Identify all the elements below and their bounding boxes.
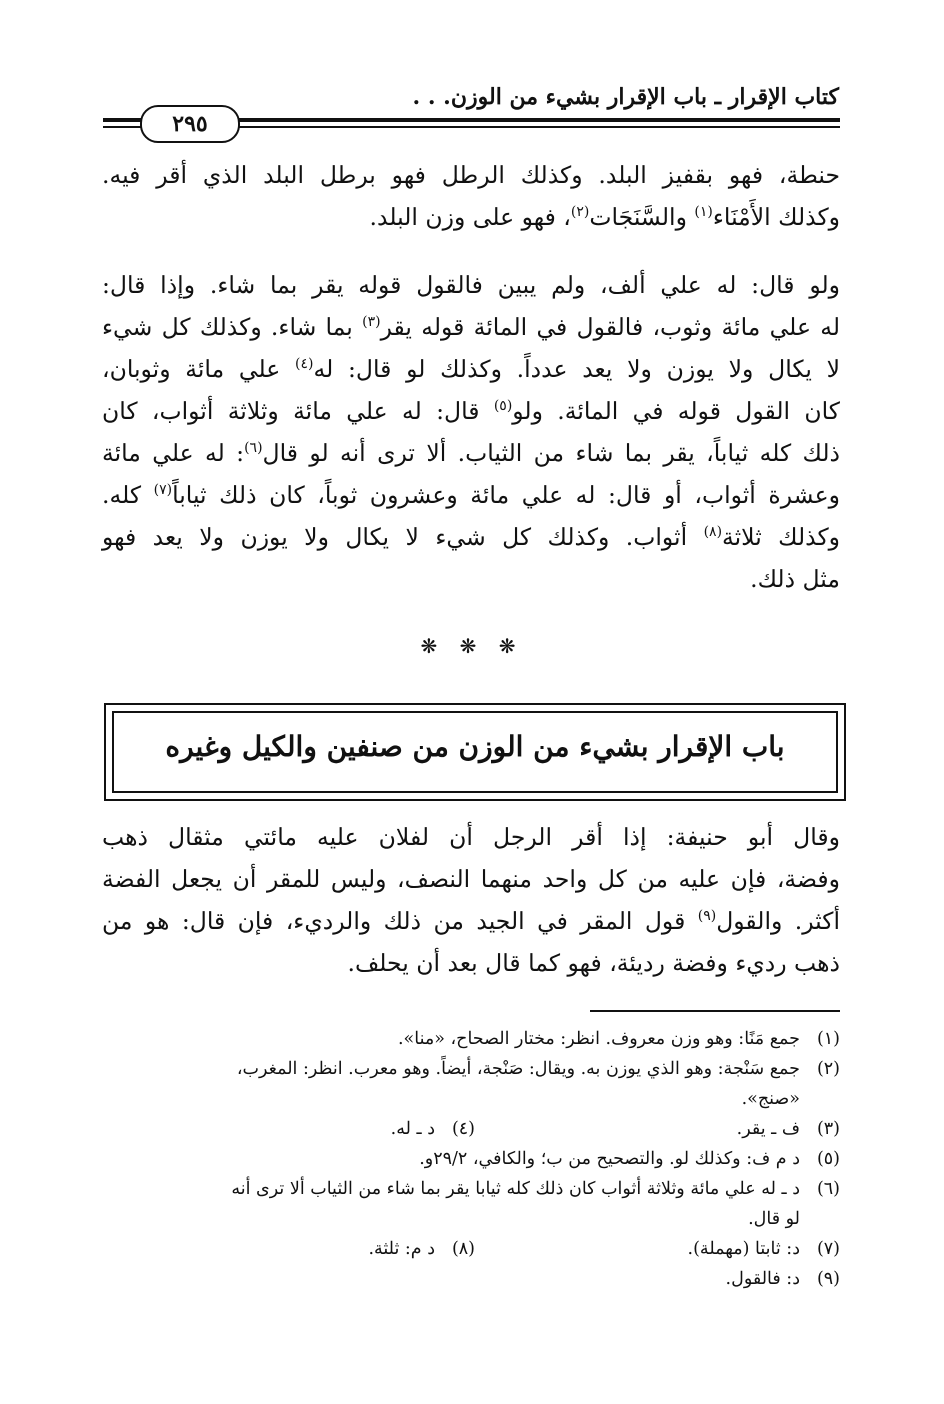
footnote-number: (٣) [816, 1119, 840, 1139]
text-line: ذلك كله ثياباً، يقر بما شاء من الثياب. ألا ترى أنه لو قال$^{(٦)}$: له علي مائة [102, 439, 840, 467]
paragraph-2 [102, 264, 840, 600]
footnote-ref: (٩) [697, 908, 717, 924]
footnote-text: جمع سَنْجة: وهو الذي يوزن به. ويقال: صَنْجة، أيضاً. وهو معرب. انظر: المغرب، [236, 1059, 800, 1079]
text-line: وكذلك ثلاثة$^{(٨)}$ أثواب. وكذلك كل شيء لا يكال ولا يوزن ولا يعد فهو [102, 523, 840, 551]
running-title: كتاب الإقرار ـ باب الإقرار بشيء من الوزن. . . [412, 84, 839, 110]
footnote-continuation: «صنج». [741, 1089, 800, 1109]
footnote-continuation: لو قال. [748, 1209, 800, 1229]
footnote-text: د: فالقول. [725, 1269, 800, 1289]
text-line: وعشرة أثواب، أو قال: له علي مائة وعشرون ثوباً، كان ذلك ثياباً$^{(٧)}$ كله. [102, 481, 840, 509]
footnote-row [100, 1234, 840, 1264]
footnote-number: (٢) [816, 1059, 840, 1079]
text-line: له علي مائة وثوب، فالقول في المائة قوله يقر$^{(٣)}$ بما شاء. وكذلك كل شيء [102, 313, 840, 341]
footnote [737, 1114, 840, 1144]
footnote [100, 1144, 840, 1174]
footnote [688, 1234, 840, 1264]
footnote-ref: (٢) [570, 204, 590, 220]
footnote [100, 1024, 840, 1054]
footnote [391, 1114, 475, 1144]
footnote-number: (٥) [816, 1149, 840, 1169]
text-line: لا يكال ولا يوزن ولا يعد عدداً. وكذلك لو قال: له$^{(٤)}$ علي مائة وثوبان، [102, 355, 840, 383]
footnote-ref: (٨) [703, 524, 723, 540]
footnotes [100, 1024, 840, 1294]
footnote-number: (٩) [816, 1269, 840, 1289]
page-number: ٢٩٥ [140, 105, 240, 143]
text-line: ولو قال: له علي ألف، ولم يبين فالقول قوله يقر بما شاء. وإذا قال: [102, 271, 840, 299]
footnote [100, 1264, 840, 1294]
footnote-number: (٨) [451, 1239, 475, 1259]
footnote [100, 1054, 840, 1114]
text-line: حنطة، فهو بقفيز البلد. وكذلك الرطل فهو برطل البلد الذي أقر فيه. [102, 161, 840, 189]
paragraph-1 [102, 154, 840, 238]
text-line: ذهب رديء وفضة رديئة، فهو كما قال بعد أن يحلف. [347, 949, 840, 977]
text-line: وفضة، فإن عليه من كل واحد منهما النصف، وليس للمقر أن يجعل الفضة [102, 865, 840, 893]
footnote-ref: (٥) [493, 398, 513, 414]
footnote-text: د ـ له. [390, 1119, 435, 1139]
section-heading-frame [104, 703, 846, 801]
text-line: مثل ذلك. [750, 565, 840, 593]
text-line: وكذلك الأَمْنَاء$^{(١)}$ والسَّنَجَات$^{(٢)}$، فهو على وزن البلد. [369, 203, 840, 231]
footnote-ref: (٧) [153, 482, 173, 498]
footnote-text: د م: ثلثة. [368, 1239, 435, 1259]
footnote-ref: (٤) [295, 356, 314, 372]
footnote-number: (٧) [816, 1239, 840, 1259]
section-separator: ❋ ❋ ❋ [420, 634, 524, 658]
footnote-text: جمع مَنًا: وهو وزن معروف. انظر: مختار الصحاح، «منا». [397, 1029, 800, 1049]
text-line: وقال أبو حنيفة: إذا أقر الرجل أن لفلان عليه مائتي مثقال ذهب [102, 823, 840, 851]
footnote-ref: (١) [694, 204, 713, 220]
footnote-text: د م ف: وكذلك لو. والتصحيح من ب؛ والكافي، ٢٩/٢و. [419, 1149, 800, 1169]
footnote [100, 1174, 840, 1234]
footnote-separator [590, 1010, 840, 1012]
text-line: كان القول قوله في المائة. ولو$^{(٥)}$ قال: له علي مائة وثلاثة أثواب، كان [102, 397, 840, 425]
footnote-text: ف ـ يقر. [736, 1119, 800, 1139]
footnote-number: (٦) [816, 1179, 840, 1199]
footnote-text: د: ثابتا (مهملة). [687, 1239, 800, 1259]
footnote-ref: (٣) [362, 314, 381, 330]
footnote-number: (١) [816, 1029, 840, 1049]
footnote-text: د ـ له علي مائة وثلاثة أثواب كان ذلك كله ثيابا يقر بما شاء من الثياب ألا ترى أنه [231, 1179, 800, 1199]
footnote [368, 1234, 475, 1264]
footnote-number: (٤) [451, 1119, 475, 1139]
footnote-row [100, 1114, 840, 1144]
section-heading: باب الإقرار بشيء من الوزن من صنفين والكيل وغيره [165, 730, 785, 763]
text-line: أكثر. والقول$^{(٩)}$ قول المقر في الجيد من ذلك والرديء، فإن قال: هو من [102, 907, 840, 935]
paragraph-3 [102, 816, 840, 984]
footnote-ref: (٦) [244, 440, 263, 456]
